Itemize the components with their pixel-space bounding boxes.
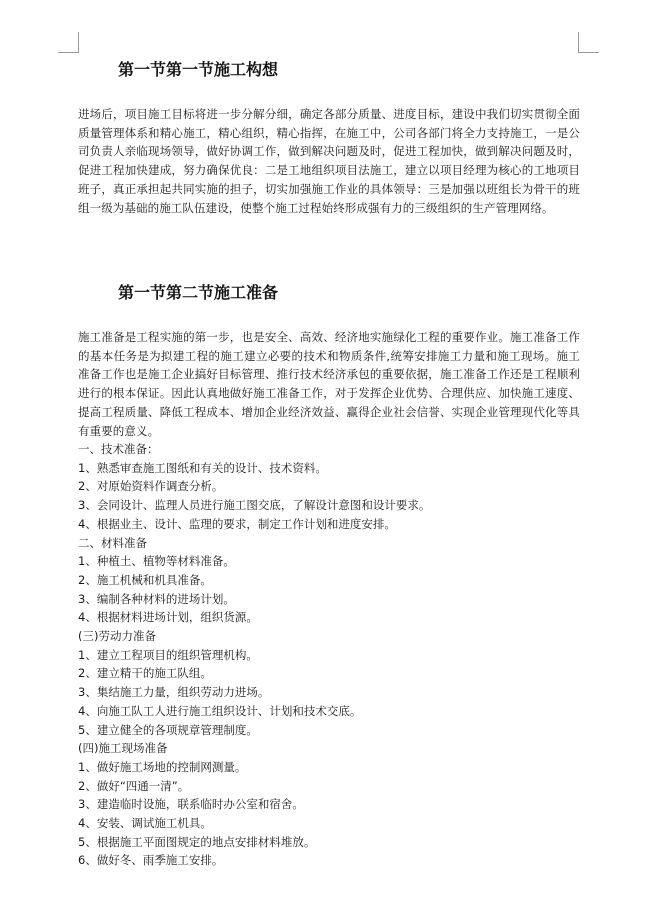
list-item: 2、建立精干的施工队组。 [78, 666, 212, 681]
preparation-list [78, 440, 580, 870]
list-item: 1、建立工程项目的组织管理机构。 [78, 647, 258, 662]
list-item: 4、根据业主、设计、监理的要求，制定工作计划和进度安排。 [78, 516, 396, 531]
list-item: 3、集结施工力量，组织劳动力进场。 [78, 685, 270, 700]
list-item: 4、向施工队工人进行施工组织设计、计划和技术交底。 [78, 703, 362, 718]
list-item: (四)施工现场准备 [78, 741, 168, 756]
list-item: 4、根据材料进场计划，组织货源。 [78, 610, 258, 625]
list-item: 6、做好冬、雨季施工安排。 [78, 853, 224, 868]
list-item: 二、材料准备 [78, 535, 147, 550]
section-heading-construction-preparation: 第一节第二节施工准备 [118, 283, 279, 302]
list-item: 1、熟悉审查施工图纸和有关的设计、技术资料。 [78, 460, 327, 475]
list-item: (三)劳动力准备 [78, 629, 156, 644]
list-item: 3、会同设计、监理人员进行施工图交底，了解设计意图和设计要求。 [78, 498, 431, 513]
list-item: 1、种植土、植物等材料准备。 [78, 554, 235, 569]
list-item: 3、编制各种材料的进场计划。 [78, 591, 235, 606]
paragraph-construction-preparation: 施工准备是工程实施的第一步，也是安全、高效、经济地实施绿化工程的重要作业。施工准备工作的基本任务是为拟建工程的施工建立必要的技术和物质条件,统筹安排施工力量和施工现场。施工准备工作也是施工企业搞好目标管理、推行技术经济承包的重要依据，施工准备工作还是工程顺利进行的根本保证。因此认真地做好施工准备工作，对于发挥企业优势、合理供应、加快施工速度、提高工程质量、降低工程成本、增加企业经济效益、赢得企业社会信誉、实现企业管理现代化等具有重要的意义。 [78, 330, 580, 438]
list-item: 2、做好“四通一清”。 [78, 778, 190, 793]
section-heading-construction-concept: 第一节第一节施工构想 [118, 60, 279, 79]
list-item: 1、做好施工场地的控制网测量。 [78, 759, 247, 774]
list-item: 2、施工机械和机具准备。 [78, 572, 212, 587]
list-item: 5、建立健全的各项规章管理制度。 [78, 722, 258, 737]
list-item: 4、安装、调试施工机具。 [78, 816, 212, 831]
margin-mark-top-right [578, 32, 599, 53]
list-item: 一、技术准备： [78, 442, 159, 456]
margin-mark-top-left [58, 32, 79, 53]
list-item: 2、对原始资料作调查分析。 [78, 479, 224, 494]
list-item: 3、建造临时设施，联系临时办公室和宿舍。 [78, 797, 304, 812]
list-item: 5、根据施工平面图规定的地点安排材料堆放。 [78, 834, 316, 849]
paragraph-construction-concept: 进场后，项目施工目标将进一步分解分细，确定各部分质量、进度目标，建设中我们切实贯彻全面质量管理体系和精心施工，精心组织，精心指挥，在施工中，公司各部门将全力支持施工，一是公司负责人亲临现场领导，做好协调工作，做到解决问题及时，促进工程加快，做到解决问题及时，促进工程加快建成，努力确保优良：二是工地组织项目法施工，建立以项目经理为核心的工地项目班子，真正承担起共同实施的担子，切实加强施工作业的具体领导：三是加强以班组长为骨干的班组一级为基础的施工队伍建设，使整个施工过程始终形成强有力的三级组织的生产管理网络。 [78, 107, 580, 215]
